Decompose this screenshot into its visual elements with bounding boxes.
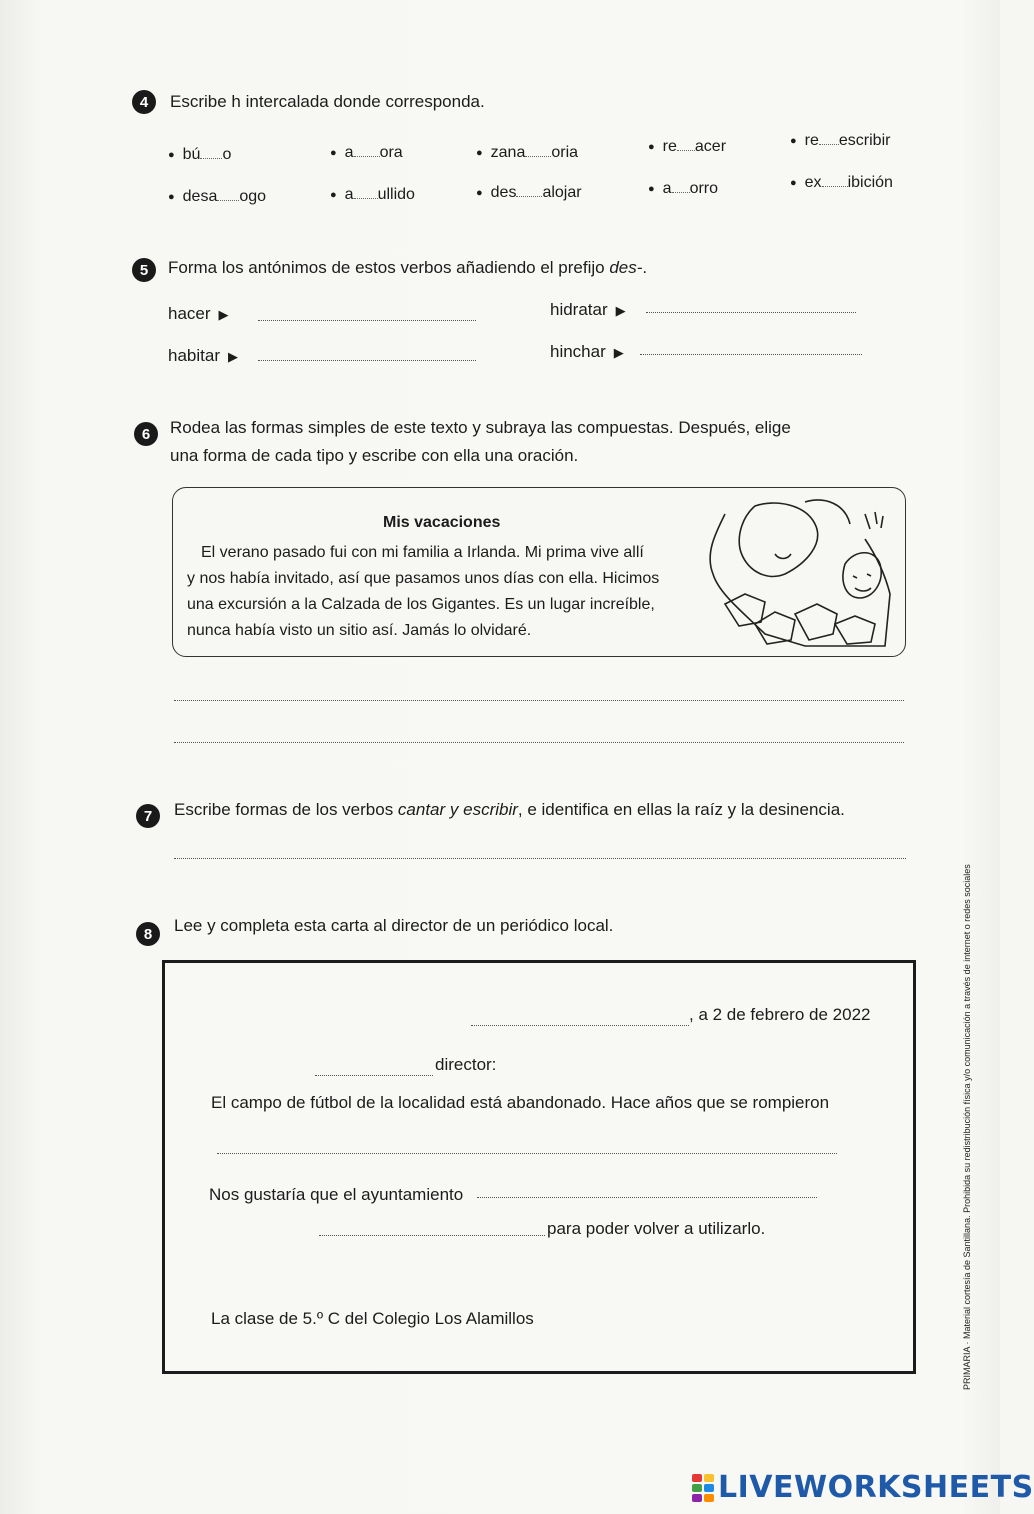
letter-answer-line-1[interactable] (217, 1153, 837, 1154)
ex4-blank-4[interactable] (677, 134, 695, 151)
letter-answer-line-3[interactable] (319, 1235, 545, 1236)
exercise-4-number: 4 (132, 90, 156, 114)
letter-answer-line-2[interactable] (477, 1197, 817, 1198)
letter-body-line-1: El campo de fútbol de la localidad está abandonado. Hace años que se rompieron (211, 1093, 830, 1112)
ex5-answer-hidratar[interactable] (646, 312, 856, 313)
letter-salutation-field[interactable] (315, 1075, 433, 1076)
ex5-verb-hacer: hacer ▶ (168, 304, 229, 323)
ex5-answer-hinchar[interactable] (640, 354, 862, 355)
story-line-1: El verano pasado fui con mi familia a Irlanda. Mi prima vive allí (201, 544, 644, 561)
ex5-verb-hinchar: hinchar ▶ (550, 342, 624, 361)
liveworksheets-icon (692, 1474, 714, 1502)
exercise-4-instruction: Escribe h intercalada donde corresponda. (170, 92, 485, 111)
exercise-6-instruction-line-1: Rodea las formas simples de este texto y subraya las compuestas. Después, elige (170, 418, 791, 437)
ex4-item-9: ● a orro (648, 176, 718, 198)
ex4-blank-8[interactable] (516, 180, 542, 197)
ex5-answer-hacer[interactable] (258, 320, 476, 321)
giants-causeway-illustration (695, 494, 895, 649)
ex4-item-5: ● re escribir (790, 128, 890, 150)
brand-name: LIVEWORKSHEETS (718, 1470, 1034, 1505)
letter-signature: La clase de 5.º C del Colegio Los Alamillos (211, 1309, 534, 1328)
ex4-item-7: ● a ullido (330, 182, 415, 204)
ex4-blank-3[interactable] (525, 140, 551, 157)
exercise-7-instruction: Escribe formas de los verbos cantar y escribir, e identifica en ellas la raíz y la desinencia. (174, 800, 845, 819)
letter-body-line-3: para poder volver a utilizarlo. (547, 1219, 766, 1238)
exercise-6-instruction-line-2: una forma de cada tipo y escribe con ella una oración. (170, 446, 579, 465)
ex4-blank-7[interactable] (354, 182, 378, 199)
ex5-verb-habitar: habitar ▶ (168, 346, 238, 365)
ex4-blank-2[interactable] (354, 140, 380, 157)
copyright-text: PRIMARIA · Material cortesía de Santillana. Prohibida su redistribución física y/o comunicación a través de internet o redes sociales (962, 864, 972, 1390)
ex4-item-6: ● desa ogo (168, 184, 266, 206)
story-line-2: y nos había invitado, así que pasamos unos días con ella. Hicimos (187, 570, 660, 587)
ex4-item-10: ● ex ibición (790, 170, 893, 192)
copyright-sidebar (950, 440, 972, 1400)
letter-salutation: director: (435, 1055, 497, 1074)
exercise-5-instruction: Forma los antónimos de estos verbos añadiendo el prefijo des-. (168, 258, 648, 277)
ex4-item-8: ● des alojar (476, 180, 582, 202)
ex4-blank-5[interactable] (819, 128, 839, 145)
ex7-answer-line[interactable] (174, 858, 906, 859)
ex4-item-1: ● bú o (168, 142, 231, 164)
letter-box (162, 960, 916, 1374)
exercise-8-instruction: Lee y completa esta carta al director de un periódico local. (174, 916, 614, 935)
liveworksheets-logo (692, 1470, 1034, 1505)
story-title: Mis vacaciones (383, 514, 501, 531)
ex4-item-4: ● re acer (648, 134, 726, 156)
exercise-5-number: 5 (132, 258, 156, 282)
exercise-6-number: 6 (134, 422, 158, 446)
story-box (172, 487, 906, 657)
ex5-answer-habitar[interactable] (258, 360, 476, 361)
ex4-blank-9[interactable] (672, 176, 690, 193)
ex4-item-2: ● a ora (330, 140, 403, 162)
ex4-blank-10[interactable] (822, 170, 848, 187)
ex4-blank-6[interactable] (217, 184, 239, 201)
exercise-7-number: 7 (136, 804, 160, 828)
ex4-blank-1[interactable] (200, 142, 222, 159)
story-line-3: una excursión a la Calzada de los Gigantes. Es un lugar increíble, (187, 596, 655, 613)
ex6-answer-line-1[interactable] (174, 700, 904, 701)
story-line-4: nunca había visto un sitio así. Jamás lo olvidaré. (187, 622, 532, 639)
exercise-8-number: 8 (136, 922, 160, 946)
ex6-answer-line-2[interactable] (174, 742, 904, 743)
letter-body-line-2: Nos gustaría que el ayuntamiento (209, 1185, 464, 1204)
letter-date: , a 2 de febrero de 2022 (689, 1005, 871, 1024)
letter-place-field[interactable] (471, 1025, 689, 1026)
ex5-verb-hidratar: hidratar ▶ (550, 300, 626, 319)
ex4-item-3: ● zana oria (476, 140, 578, 162)
